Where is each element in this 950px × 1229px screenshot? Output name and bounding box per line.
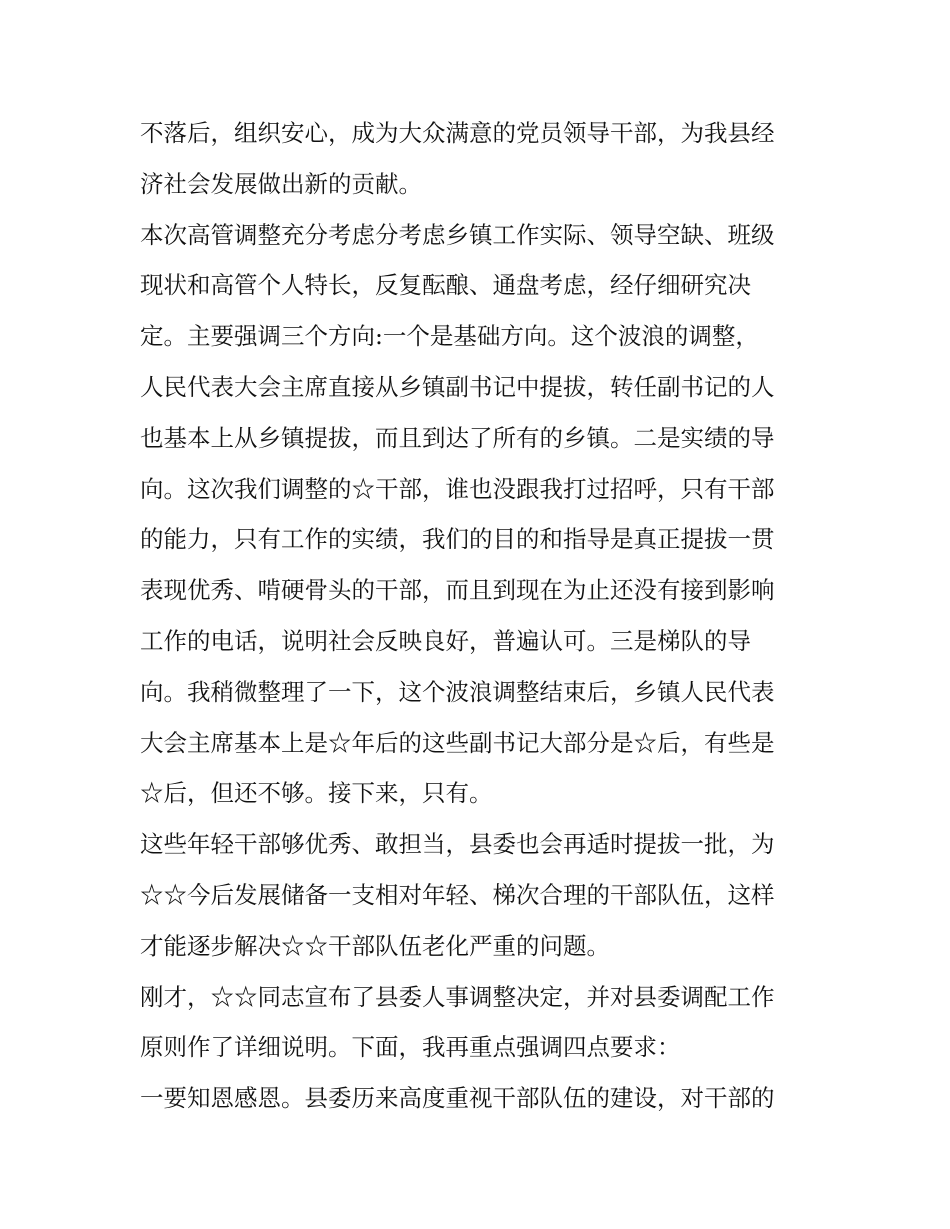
text-line: 一要知恩感恩。县委历来高度重视干部队伍的建设，对干部的 — [140, 1084, 775, 1113]
text-line: 这些年轻干部够优秀、敢担当，县委也会再适时提拔一批，为 — [140, 830, 775, 859]
text-line: 定。主要强调三个方向:一个是基础方向。这个波浪的调整， — [140, 322, 759, 351]
text-line: 现状和高管个人特长，反复酝酿、通盘考虑，经仔细研究决 — [140, 271, 751, 300]
text-line: 原则作了详细说明。下面，我再重点强调四点要求： — [140, 1033, 681, 1062]
text-line: 才能逐步解决☆☆干部队伍老化严重的问题。 — [140, 931, 610, 960]
text-line: 人民代表大会主席直接从乡镇副书记中提拔，转任副书记的人 — [140, 372, 775, 401]
text-line: 也基本上从乡镇提拔，而且到达了所有的乡镇。二是实绩的导 — [140, 423, 775, 452]
text-line: 刚才，☆☆同志宣布了县委人事调整决定，并对县委调配工作 — [140, 982, 775, 1011]
text-line: ☆后，但还不够。接下来，只有。 — [140, 779, 493, 808]
text-line: 工作的电话，说明社会反映良好，普遍认可。三是梯队的导 — [140, 626, 751, 655]
text-line: 大会主席基本上是☆年后的这些副书记大部分是☆后，有些是 — [140, 728, 775, 757]
text-line: 本次高管调整充分考虑分考虑乡镇工作实际、领导空缺、班级 — [140, 220, 775, 249]
text-line: 向。这次我们调整的☆干部，谁也没跟我打过招呼，只有干部 — [140, 474, 775, 503]
text-line: 的能力，只有工作的实绩，我们的目的和指导是真正提拔一贯 — [140, 525, 775, 554]
text-line: 向。我稍微整理了一下，这个波浪调整结束后，乡镇人民代表 — [140, 677, 775, 706]
text-line: 济社会发展做出新的贡献。 — [140, 169, 422, 198]
text-line: 表现优秀、啃硬骨头的干部，而且到现在为止还没有接到影响 — [140, 576, 775, 605]
text-line: ☆☆今后发展储备一支相对年轻、梯次合理的干部队伍，这样 — [140, 880, 775, 909]
body-text — [140, 108, 820, 1124]
text-line: 不落后，组织安心，成为大众满意的党员领导干部，为我县经 — [140, 119, 775, 147]
